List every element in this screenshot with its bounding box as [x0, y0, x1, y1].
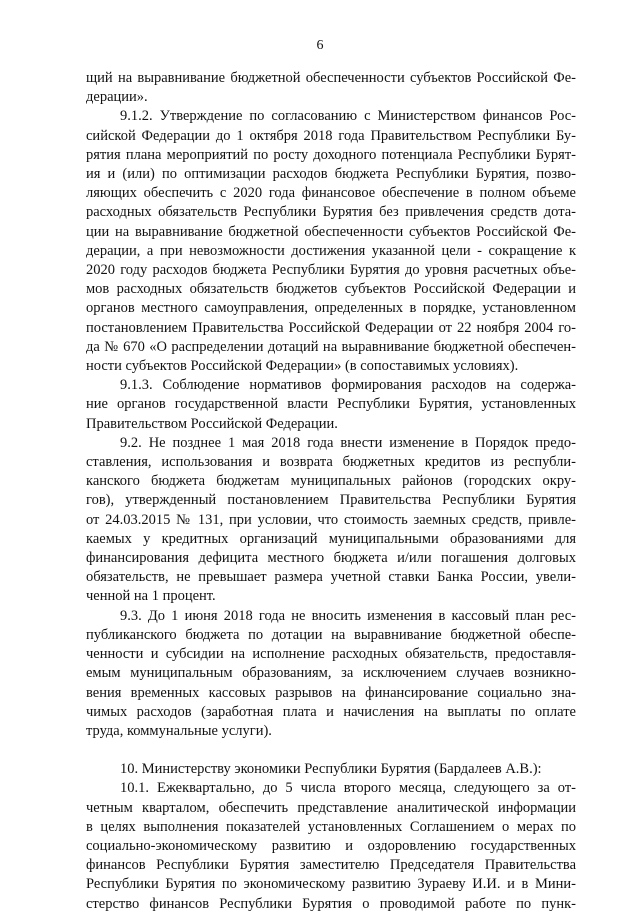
text-line: сийской Федерации до 1 октября 2018 года Правительством Республики Бу-: [86, 127, 576, 144]
text-line: стерство финансов Республики Бурятия о проводимой работе по пунк-: [86, 895, 576, 912]
text-line: гов), утвержденный постановлением Правительства Республики Бурятия: [86, 492, 576, 509]
text-line: 2020 году расходов бюджета Республики Бурятия до уровня расчетных объе-: [86, 262, 576, 279]
text-line: в целях выполнения показателей установленных Соглашением о мерах по: [86, 818, 576, 835]
text-line: финансов Республики Бурятия заместителю Председателя Правительства: [86, 857, 576, 874]
text-line: дерации, а при невозможности достижения указанной цели - сокращение к: [86, 242, 576, 259]
text-line: 9.2. Не позднее 1 мая 2018 года внести изменение в Порядок предо-: [120, 434, 576, 451]
text-line: щий на выравнивание бюджетной обеспеченности субъектов Российской Фе-: [86, 70, 576, 86]
text-line: мов расходных обязательств бюджетов субъектов Российской Федерации и: [86, 281, 576, 298]
text-line: 10.1. Ежеквартально, до 5 числа второго месяца, следующего за от-: [120, 780, 576, 797]
paragraph-9-2: [86, 434, 576, 607]
text-line: четным кварталом, обеспечить представление аналитической информации: [86, 799, 576, 816]
text-line: расходных обязательств Республики Бурятия без привлечения средств дота-: [86, 204, 576, 221]
text-line: чимых расходов (заработная плата и начисления на выплаты по оплате: [86, 703, 576, 720]
text-line: рятия плана мероприятий по росту доходного потенциала Республики Бурят-: [86, 146, 576, 163]
text-line: органов местного самоуправления, определенных в порядке, установленном: [86, 300, 576, 317]
text-line: обязательств, не превышает размера учетной ставки Банка России, увели-: [86, 569, 576, 586]
paragraph-10-1: [86, 779, 576, 913]
text-line: 9.3. До 1 июня 2018 года не вносить изменения в кассовый план рес-: [120, 607, 576, 624]
paragraph-continuation: [86, 69, 576, 107]
text-line: каемых у кредитных организаций муниципальными образованиями для: [86, 530, 576, 547]
text-line: ции на выравнивание бюджетной обеспеченности субъектов Российской Фе-: [86, 223, 576, 240]
text-line: Республики Бурятия по экономическому развитию Зураеву И.И. и в Мини-: [86, 876, 576, 893]
text-line: вения временных кассовых разрывов на финансирование социально зна-: [86, 684, 576, 701]
text-line: от 24.03.2015 № 131, при условии, что стоимость заемных средств, привле-: [86, 511, 576, 528]
section-heading-10: [86, 760, 576, 779]
paragraph-9-1-3: [86, 376, 576, 434]
text-line: да № 670 «О распределении дотаций на выравнивание бюджетной обеспечен-: [86, 338, 576, 355]
text-line: ченной на 1 процент.: [86, 588, 216, 605]
text-line: социально-экономическому развитию и оздоровлению государственных: [86, 837, 576, 854]
text-line: ченности и субсидии на исполнение расходных обязательств, предоставля-: [86, 646, 576, 663]
text-line: дерации».: [86, 89, 148, 106]
text-line: ние органов государственной власти Республики Бурятия, установленных: [86, 396, 576, 413]
text-line: 9.1.3. Соблюдение нормативов формирования расходов на содержа-: [120, 377, 576, 394]
page-number: 6: [316, 38, 324, 53]
text-line: 9.1.2. Утверждение по согласованию с Министерством финансов Рос-: [120, 108, 576, 125]
document-body: [86, 69, 576, 914]
text-line: финансирования дефицита местного бюджета и/или погашения долговых: [86, 550, 576, 567]
text-line: ставления, использования и возврата бюджетных кредитов из республи-: [86, 454, 576, 471]
text-line: ляющих обеспечить с 2020 года финансовое обеспечение в полном объеме: [86, 185, 576, 202]
text-line: постановлением Правительства Российской Федерации от 22 ноября 2004 го-: [86, 319, 576, 336]
text-line: ия и (или) по оптимизации расходов бюджета Республики Бурятия, позво-: [86, 166, 576, 183]
text-line: Правительством Российской Федерации.: [86, 415, 338, 432]
blank-line: [86, 741, 576, 760]
paragraph-9-1-2: [86, 107, 576, 376]
text-line: ности субъектов Российской Федерации» (в сопоставимых условиях).: [86, 358, 519, 375]
paragraph-9-3: [86, 607, 576, 741]
text-line: емым муниципальным образованиям, за исключением случаев возникно-: [86, 665, 576, 682]
text-line: публиканского бюджета по дотации на выравнивание бюджетной обеспе-: [86, 626, 576, 643]
text-line: канского бюджета бюджетам муниципальных районов (городских окру-: [86, 473, 576, 490]
text-line: 10. Министерству экономики Республики Бурятия (Бардалеев А.В.):: [120, 761, 542, 778]
text-line: труда, коммунальные услуги).: [86, 722, 272, 739]
